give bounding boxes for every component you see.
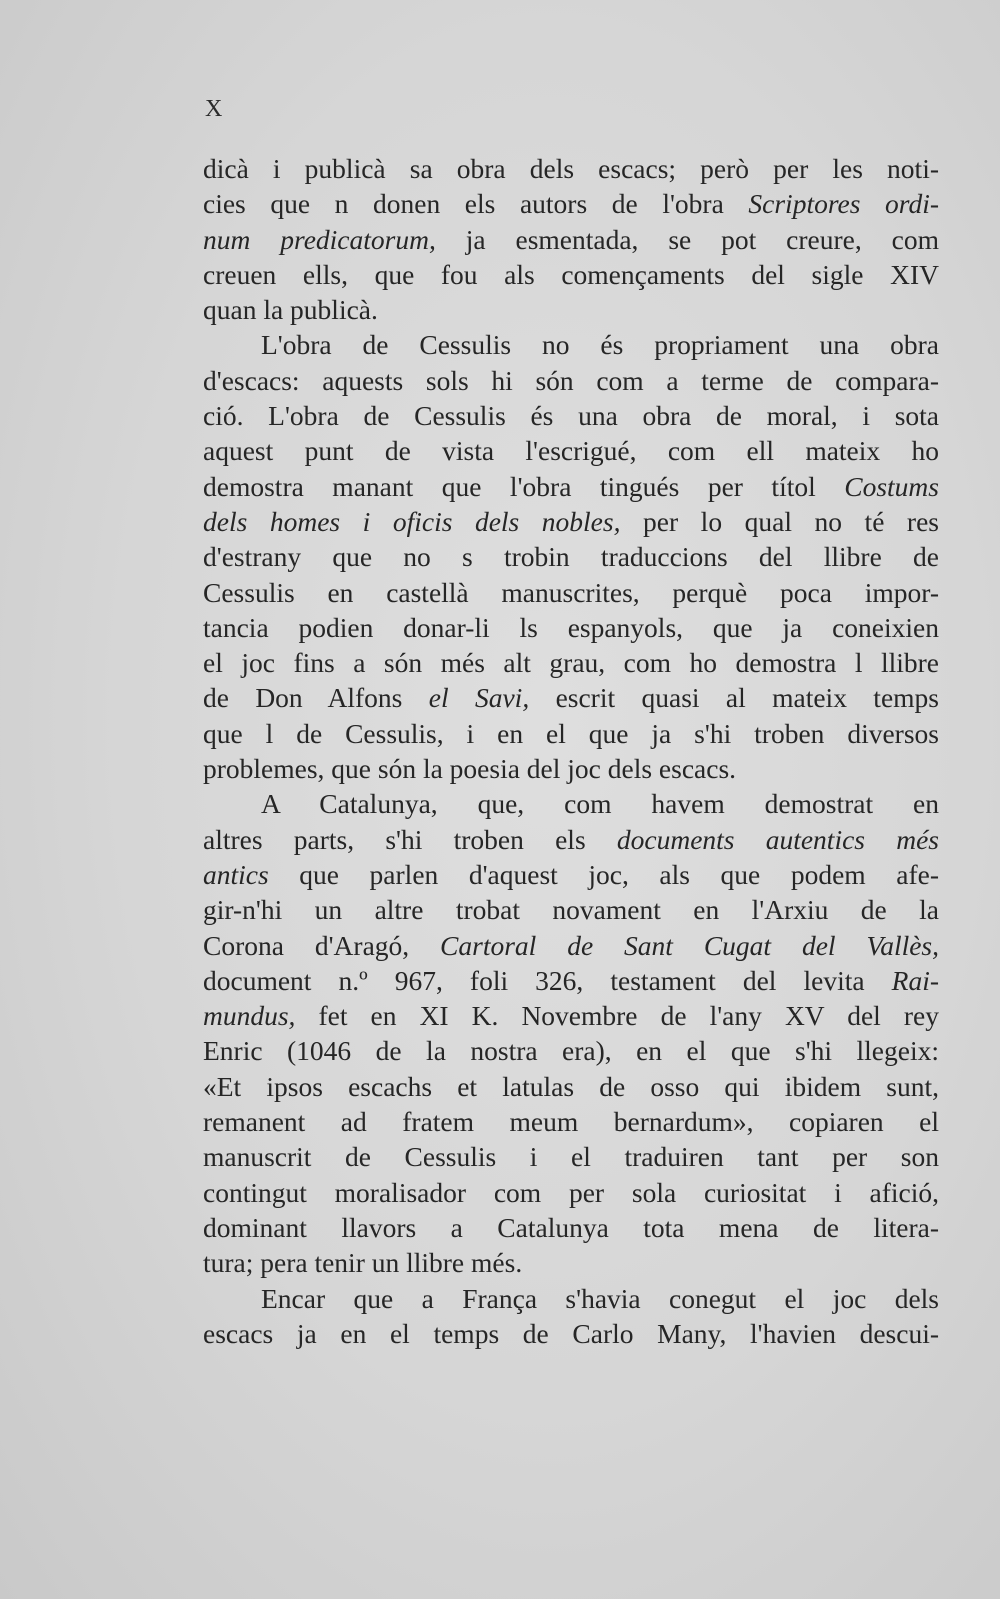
text-line (203, 433, 939, 468)
body-text (203, 151, 939, 1351)
text-line (203, 1175, 939, 1210)
text-line (203, 539, 939, 574)
text-segment: aquest punt de vista l'escrigué, com ell mateix ho (203, 435, 939, 467)
text-segment: problemes, que són la poesia del joc dels escacs. (203, 753, 737, 785)
text-segment: «Et ipsos escachs et latulas de osso qui ibidem sunt, (203, 1070, 939, 1102)
text-line (203, 645, 939, 680)
italic-text: antics (203, 858, 269, 890)
text-segment: per lo qual no té res (620, 505, 940, 537)
text-segment: que l de Cessulis, i en el que ja s'hi troben diversos (203, 717, 939, 749)
text-segment: dominant llavors a Catalunya tota mena de litera- (203, 1211, 939, 1243)
text-line (203, 928, 939, 963)
text-line (203, 998, 939, 1033)
italic-text: Scriptores ordi- (748, 188, 939, 220)
text-line (203, 1210, 939, 1245)
text-line (203, 786, 939, 821)
page-number: X (205, 96, 224, 122)
italic-text: Costums (844, 470, 939, 502)
text-segment: A Catalunya, que, com havem demostrat en (261, 788, 939, 820)
text-segment: Corona d'Aragó, (203, 929, 441, 961)
text-line (203, 1069, 939, 1104)
text-segment: fet en XI K. Novembre de l'any XV del rey (295, 1000, 939, 1032)
text-segment: manuscrit de Cessulis i el traduiren tant per son (203, 1141, 939, 1173)
text-segment: d'estrany que no s trobin traduccions del llibre de (203, 541, 939, 573)
italic-text: num predicatorum, (203, 223, 436, 255)
text-line (203, 1281, 939, 1316)
text-line (203, 363, 939, 398)
text-line (203, 186, 939, 221)
text-line (203, 1245, 939, 1280)
text-segment: Encar que a França s'havia conegut el joc dels (261, 1282, 939, 1314)
italic-text: Cartoral de Sant Cugat del Vallès, (440, 929, 940, 961)
text-segment: contingut moralisador com per sola curiositat i afició, (203, 1176, 939, 1208)
text-segment: demostra manant que l'obra tingués per títol (203, 470, 845, 502)
text-line (203, 857, 939, 892)
text-segment: tancia podien donar-li ls espanyols, que ja coneixien (203, 611, 939, 643)
text-line (203, 292, 939, 327)
text-line (203, 398, 939, 433)
text-segment: quan la publicà. (203, 294, 378, 326)
text-line (203, 575, 939, 610)
text-segment: ja esmentada, se pot creure, com (435, 223, 939, 255)
text-segment: tura; pera tenir un llibre més. (203, 1247, 523, 1279)
text-segment: Cessulis en castellà manuscrites, perquè poca impor- (203, 576, 939, 608)
text-line (203, 716, 939, 751)
italic-text: Rai- (891, 964, 939, 996)
text-segment: dicà i publicà sa obra dels escacs; però per les noti- (203, 153, 939, 184)
text-segment: altres parts, s'hi troben els (203, 823, 617, 855)
italic-text: el Savi, (428, 682, 530, 714)
text-line (203, 151, 939, 186)
text-segment: creuen ells, que fou als començaments del sigle XIV (203, 258, 939, 290)
text-line (203, 222, 939, 257)
text-line (203, 504, 939, 539)
text-line (203, 327, 939, 362)
text-segment: escacs ja en el temps de Carlo Many, l'havien descui- (203, 1317, 939, 1349)
text-line (203, 610, 939, 645)
text-segment: ció. L'obra de Cessulis és una obra de moral, i sota (203, 400, 939, 432)
text-line (203, 822, 939, 857)
text-line (203, 680, 939, 715)
text-segment: cies que n donen els autors de l'obra (203, 188, 749, 220)
text-line (203, 1033, 939, 1068)
text-segment: de Don Alfons (203, 682, 429, 714)
text-segment: gir-n'hi un altre trobat novament en l'Arxiu de la (203, 894, 939, 926)
text-line (203, 751, 939, 786)
text-segment: remanent ad fratem meum bernardum», copiaren el (203, 1106, 939, 1138)
text-segment: que parlen d'aquest joc, als que podem afe- (268, 858, 939, 890)
text-line (203, 963, 939, 998)
text-segment: d'escacs: aquests sols hi són com a terme de compara- (203, 364, 939, 396)
italic-text: documents autentics més (616, 823, 939, 855)
text-line (203, 469, 939, 504)
text-line (203, 1139, 939, 1174)
text-segment: el joc fins a són més alt grau, com ho demostra l llibre (203, 647, 939, 679)
text-segment: L'obra de Cessulis no és propriament una obra (261, 329, 939, 361)
text-segment: document n.º 967, foli 326, testament del levita (203, 964, 892, 996)
text-line (203, 257, 939, 292)
text-line (203, 1104, 939, 1139)
text-segment: escrit quasi al mateix temps (529, 682, 939, 714)
text-line (203, 892, 939, 927)
text-line (203, 1316, 939, 1351)
italic-text: dels homes i oficis dels nobles, (203, 505, 621, 537)
text-segment: Enric (1046 de la nostra era), en el que s'hi llegeix: (203, 1035, 939, 1067)
italic-text: mundus, (203, 1000, 296, 1032)
